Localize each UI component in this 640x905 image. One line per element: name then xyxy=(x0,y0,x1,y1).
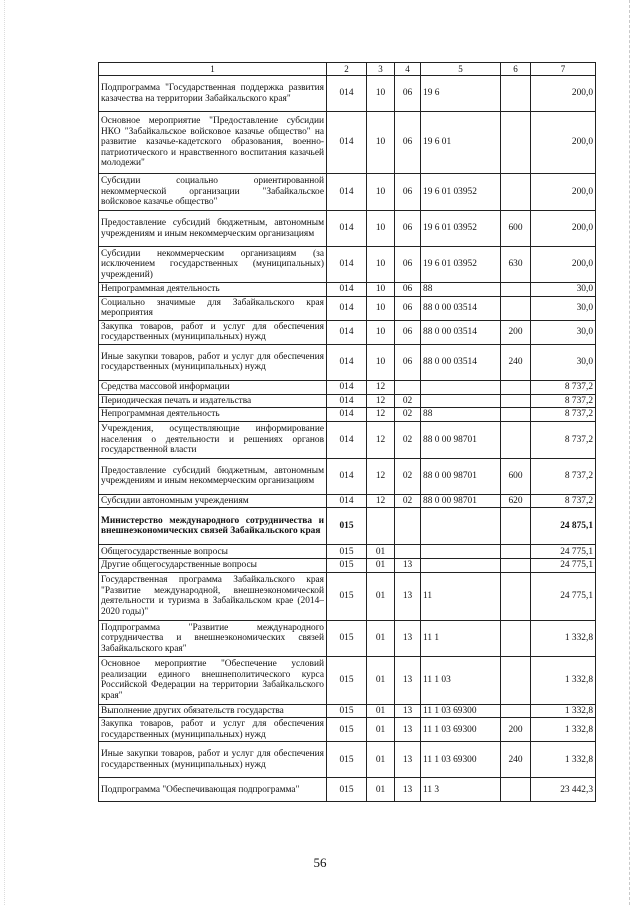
row-expense-type-cell xyxy=(501,380,531,394)
row-subsection-cell: 02 xyxy=(395,421,421,458)
row-target-article-cell: 88 0 00 03514 xyxy=(421,344,501,380)
row-target-article-cell: 88 0 00 98701 xyxy=(421,421,501,458)
row-target-article-cell: 88 xyxy=(421,283,501,297)
table-row xyxy=(99,718,596,742)
row-expense-type-cell xyxy=(501,620,531,656)
row-name-cell: Закупка товаров, работ и услуг для обеспечения государственных (муниципальных) нужд xyxy=(99,320,327,344)
row-expense-type-cell xyxy=(501,283,531,297)
row-name-cell: Основное мероприятие "Обеспечение условий реализации единого внешнеполитического курса Российской Федерации на территории Забайкальского края" xyxy=(99,656,327,704)
row-amount-cell: 24 775,1 xyxy=(531,572,596,620)
row-subsection-cell: 06 xyxy=(395,320,421,344)
row-subsection-cell: 13 xyxy=(395,572,421,620)
row-amount-cell: 8 737,2 xyxy=(531,458,596,494)
row-subsection-cell: 13 xyxy=(395,620,421,656)
row-name-cell: Иные закупки товаров, работ и услуг для обеспечения государственных (муниципальных) нужд xyxy=(99,742,327,778)
row-target-article-cell xyxy=(421,545,501,559)
page-number: 56 xyxy=(313,855,327,870)
row-section-cell: 01 xyxy=(367,656,395,704)
row-expense-type-cell: 200 xyxy=(501,718,531,742)
row-name-cell: Непрограммная деятельность xyxy=(99,408,327,422)
row-section-cell: 12 xyxy=(367,380,395,394)
table-row xyxy=(99,344,596,380)
row-target-article-cell: 88 0 00 98701 xyxy=(421,458,501,494)
row-admin-code-cell: 014 xyxy=(327,408,367,422)
header-col-2: 2 xyxy=(327,63,367,76)
row-expense-type-cell: 600 xyxy=(501,211,531,247)
row-section-cell: 01 xyxy=(367,572,395,620)
row-expense-type-cell xyxy=(501,394,531,408)
table-row xyxy=(99,494,596,508)
row-admin-code-cell: 015 xyxy=(327,620,367,656)
page-edge-right xyxy=(629,0,630,905)
row-name-cell: Субсидии автономным учреждениям xyxy=(99,494,327,508)
row-target-article-cell xyxy=(421,508,501,545)
row-amount-cell: 8 737,2 xyxy=(531,380,596,394)
row-section-cell: 10 xyxy=(367,296,395,320)
row-expense-type-cell xyxy=(501,421,531,458)
row-admin-code-cell: 014 xyxy=(327,458,367,494)
row-name-cell: Субсидии социально ориентированной некоммерческой организации "Забайкальское войсковое казачье общество" xyxy=(99,174,327,211)
row-target-article-cell xyxy=(421,380,501,394)
row-subsection-cell: 13 xyxy=(395,742,421,778)
row-target-article-cell: 11 1 03 xyxy=(421,656,501,704)
row-expense-type-cell xyxy=(501,778,531,802)
header-col-1: 1 xyxy=(99,63,327,76)
row-section-cell: 01 xyxy=(367,545,395,559)
table-row xyxy=(99,458,596,494)
row-expense-type-cell xyxy=(501,76,531,112)
header-col-3: 3 xyxy=(367,63,395,76)
row-expense-type-cell: 620 xyxy=(501,494,531,508)
row-section-cell: 12 xyxy=(367,394,395,408)
row-expense-type-cell: 630 xyxy=(501,247,531,283)
row-admin-code-cell: 015 xyxy=(327,508,367,545)
row-admin-code-cell: 014 xyxy=(327,296,367,320)
row-admin-code-cell: 014 xyxy=(327,76,367,112)
row-expense-type-cell: 600 xyxy=(501,458,531,494)
row-section-cell: 10 xyxy=(367,320,395,344)
budget-table xyxy=(98,62,596,802)
row-subsection-cell xyxy=(395,380,421,394)
row-subsection-cell: 02 xyxy=(395,408,421,422)
table-row xyxy=(99,656,596,704)
header-col-6: 6 xyxy=(501,63,531,76)
row-subsection-cell: 13 xyxy=(395,718,421,742)
table-row xyxy=(99,545,596,559)
row-target-article-cell xyxy=(421,559,501,573)
table-row xyxy=(99,112,596,174)
row-target-article-cell: 11 1 xyxy=(421,620,501,656)
row-subsection-cell: 06 xyxy=(395,76,421,112)
row-section-cell: 01 xyxy=(367,620,395,656)
row-subsection-cell: 06 xyxy=(395,296,421,320)
header-col-4: 4 xyxy=(395,63,421,76)
row-subsection-cell: 13 xyxy=(395,704,421,718)
row-target-article-cell: 19 6 01 xyxy=(421,112,501,174)
row-target-article-cell: 11 1 03 69300 xyxy=(421,718,501,742)
row-amount-cell: 1 332,8 xyxy=(531,620,596,656)
row-target-article-cell: 88 0 00 03514 xyxy=(421,320,501,344)
row-amount-cell: 1 332,8 xyxy=(531,704,596,718)
row-admin-code-cell: 014 xyxy=(327,247,367,283)
header-col-5: 5 xyxy=(421,63,501,76)
row-amount-cell: 24 775,1 xyxy=(531,559,596,573)
table-row xyxy=(99,421,596,458)
row-subsection-cell: 06 xyxy=(395,112,421,174)
row-amount-cell: 30,0 xyxy=(531,296,596,320)
row-admin-code-cell: 015 xyxy=(327,572,367,620)
table-row xyxy=(99,559,596,573)
row-target-article-cell: 88 xyxy=(421,408,501,422)
row-admin-code-cell: 014 xyxy=(327,211,367,247)
row-subsection-cell: 06 xyxy=(395,344,421,380)
row-name-cell: Основное мероприятие "Предоставление субсидии НКО "Забайкальское войсковое казачье общество" на развитие казачье-кадетского образования, военно-патриотического и нравственного воспитания казачьей молодежи" xyxy=(99,112,327,174)
row-section-cell: 01 xyxy=(367,559,395,573)
row-admin-code-cell: 015 xyxy=(327,704,367,718)
row-target-article-cell: 11 1 03 69300 xyxy=(421,742,501,778)
row-amount-cell: 8 737,2 xyxy=(531,408,596,422)
row-name-cell: Учреждения, осуществляющие информирование населения о деятельности и решениях органов государственной власти xyxy=(99,421,327,458)
table-row xyxy=(99,247,596,283)
table-row xyxy=(99,408,596,422)
row-target-article-cell: 11 xyxy=(421,572,501,620)
row-section-cell: 10 xyxy=(367,247,395,283)
row-section-cell: 10 xyxy=(367,76,395,112)
table-row xyxy=(99,778,596,802)
row-subsection-cell: 13 xyxy=(395,559,421,573)
row-section-cell: 10 xyxy=(367,344,395,380)
row-admin-code-cell: 014 xyxy=(327,421,367,458)
row-admin-code-cell: 014 xyxy=(327,394,367,408)
row-admin-code-cell: 015 xyxy=(327,559,367,573)
table-row xyxy=(99,394,596,408)
table-row xyxy=(99,283,596,297)
row-amount-cell: 200,0 xyxy=(531,211,596,247)
row-section-cell: 10 xyxy=(367,283,395,297)
row-subsection-cell xyxy=(395,508,421,545)
row-section-cell: 12 xyxy=(367,458,395,494)
row-expense-type-cell xyxy=(501,559,531,573)
row-admin-code-cell: 015 xyxy=(327,778,367,802)
row-target-article-cell: 19 6 01 03952 xyxy=(421,174,501,211)
row-admin-code-cell: 014 xyxy=(327,320,367,344)
row-expense-type-cell xyxy=(501,508,531,545)
row-subsection-cell: 06 xyxy=(395,174,421,211)
row-subsection-cell: 02 xyxy=(395,458,421,494)
row-name-cell: Субсидии некоммерческим организациям (за исключением государственных (муниципальных) учреждений) xyxy=(99,247,327,283)
row-target-article-cell: 19 6 01 03952 xyxy=(421,211,501,247)
table-row xyxy=(99,211,596,247)
header-col-7: 7 xyxy=(531,63,596,76)
row-admin-code-cell: 014 xyxy=(327,494,367,508)
row-section-cell: 01 xyxy=(367,742,395,778)
table-row xyxy=(99,320,596,344)
row-amount-cell: 1 332,8 xyxy=(531,656,596,704)
table-row xyxy=(99,572,596,620)
table-row xyxy=(99,380,596,394)
row-admin-code-cell: 015 xyxy=(327,742,367,778)
row-amount-cell: 1 332,8 xyxy=(531,742,596,778)
row-subsection-cell: 06 xyxy=(395,211,421,247)
row-name-cell: Подпрограмма "Государственная поддержка развития казачества на территории Забайкальского края" xyxy=(99,76,327,112)
row-admin-code-cell: 014 xyxy=(327,283,367,297)
row-expense-type-cell: 200 xyxy=(501,320,531,344)
row-section-cell: 10 xyxy=(367,211,395,247)
row-name-cell: Министерство международного сотрудничества и внешнеэкономических связей Забайкальского края xyxy=(99,508,327,545)
row-name-cell: Подпрограмма "Развитие международного сотрудничества и внешнеэкономических связей Забайкальского края" xyxy=(99,620,327,656)
table-row xyxy=(99,620,596,656)
row-subsection-cell: 02 xyxy=(395,394,421,408)
row-name-cell: Подпрограмма "Обеспечивающая подпрограмма" xyxy=(99,778,327,802)
row-amount-cell: 23 442,3 xyxy=(531,778,596,802)
row-target-article-cell: 88 0 00 03514 xyxy=(421,296,501,320)
row-expense-type-cell: 240 xyxy=(501,742,531,778)
row-name-cell: Закупка товаров, работ и услуг для обеспечения государственных (муниципальных) нужд xyxy=(99,718,327,742)
row-target-article-cell: 11 1 03 69300 xyxy=(421,704,501,718)
row-admin-code-cell: 014 xyxy=(327,112,367,174)
row-subsection-cell: 13 xyxy=(395,778,421,802)
row-amount-cell: 8 737,2 xyxy=(531,421,596,458)
row-subsection-cell: 02 xyxy=(395,494,421,508)
row-expense-type-cell: 240 xyxy=(501,344,531,380)
row-admin-code-cell: 014 xyxy=(327,344,367,380)
row-name-cell: Предоставление субсидий бюджетным, автономным учреждениям и иным некоммерческим организациям xyxy=(99,458,327,494)
row-amount-cell: 200,0 xyxy=(531,76,596,112)
row-section-cell: 12 xyxy=(367,421,395,458)
row-section-cell: 12 xyxy=(367,408,395,422)
page-edge-left xyxy=(4,0,5,905)
row-admin-code-cell: 015 xyxy=(327,545,367,559)
row-name-cell: Предоставление субсидий бюджетным, автономным учреждениям и иным некоммерческим организациям xyxy=(99,211,327,247)
row-target-article-cell xyxy=(421,394,501,408)
row-target-article-cell: 88 0 00 98701 xyxy=(421,494,501,508)
row-section-cell: 10 xyxy=(367,112,395,174)
row-amount-cell: 200,0 xyxy=(531,247,596,283)
row-section-cell xyxy=(367,508,395,545)
row-name-cell: Средства массовой информации xyxy=(99,380,327,394)
table-row xyxy=(99,508,596,545)
row-subsection-cell: 06 xyxy=(395,283,421,297)
row-expense-type-cell xyxy=(501,572,531,620)
row-admin-code-cell: 014 xyxy=(327,174,367,211)
row-name-cell: Общегосударственные вопросы xyxy=(99,545,327,559)
row-expense-type-cell xyxy=(501,296,531,320)
row-section-cell: 01 xyxy=(367,718,395,742)
row-amount-cell: 200,0 xyxy=(531,112,596,174)
row-expense-type-cell xyxy=(501,704,531,718)
row-name-cell: Другие общегосударственные вопросы xyxy=(99,559,327,573)
row-subsection-cell: 06 xyxy=(395,247,421,283)
table-row xyxy=(99,174,596,211)
row-name-cell: Периодическая печать и издательства xyxy=(99,394,327,408)
table-row xyxy=(99,296,596,320)
row-amount-cell: 24 775,1 xyxy=(531,545,596,559)
table-row xyxy=(99,742,596,778)
row-expense-type-cell xyxy=(501,545,531,559)
row-admin-code-cell: 014 xyxy=(327,380,367,394)
row-name-cell: Социально значимые для Забайкальского края мероприятия xyxy=(99,296,327,320)
row-section-cell: 10 xyxy=(367,174,395,211)
row-section-cell: 01 xyxy=(367,778,395,802)
row-amount-cell: 200,0 xyxy=(531,174,596,211)
row-expense-type-cell xyxy=(501,656,531,704)
row-amount-cell: 24 875,1 xyxy=(531,508,596,545)
row-name-cell: Выполнение других обязательств государства xyxy=(99,704,327,718)
row-amount-cell: 8 737,2 xyxy=(531,394,596,408)
table-row xyxy=(99,704,596,718)
row-expense-type-cell xyxy=(501,112,531,174)
row-expense-type-cell xyxy=(501,174,531,211)
row-name-cell: Государственная программа Забайкальского края "Развитие международной, внешнеэкономической деятельности и туризма в Забайкальском крае (2014–2020 годы)" xyxy=(99,572,327,620)
row-amount-cell: 30,0 xyxy=(531,344,596,380)
row-name-cell: Иные закупки товаров, работ и услуг для обеспечения государственных (муниципальных) нужд xyxy=(99,344,327,380)
row-target-article-cell: 19 6 xyxy=(421,76,501,112)
row-amount-cell: 8 737,2 xyxy=(531,494,596,508)
table-row xyxy=(99,76,596,112)
row-section-cell: 01 xyxy=(367,704,395,718)
row-target-article-cell: 11 3 xyxy=(421,778,501,802)
row-subsection-cell xyxy=(395,545,421,559)
row-name-cell: Непрограммная деятельность xyxy=(99,283,327,297)
row-amount-cell: 30,0 xyxy=(531,283,596,297)
row-amount-cell: 1 332,8 xyxy=(531,718,596,742)
row-section-cell: 12 xyxy=(367,494,395,508)
row-target-article-cell: 19 6 01 03952 xyxy=(421,247,501,283)
table-header-row xyxy=(99,63,596,76)
row-expense-type-cell xyxy=(501,408,531,422)
row-admin-code-cell: 015 xyxy=(327,656,367,704)
row-admin-code-cell: 015 xyxy=(327,718,367,742)
row-subsection-cell: 13 xyxy=(395,656,421,704)
row-amount-cell: 30,0 xyxy=(531,320,596,344)
